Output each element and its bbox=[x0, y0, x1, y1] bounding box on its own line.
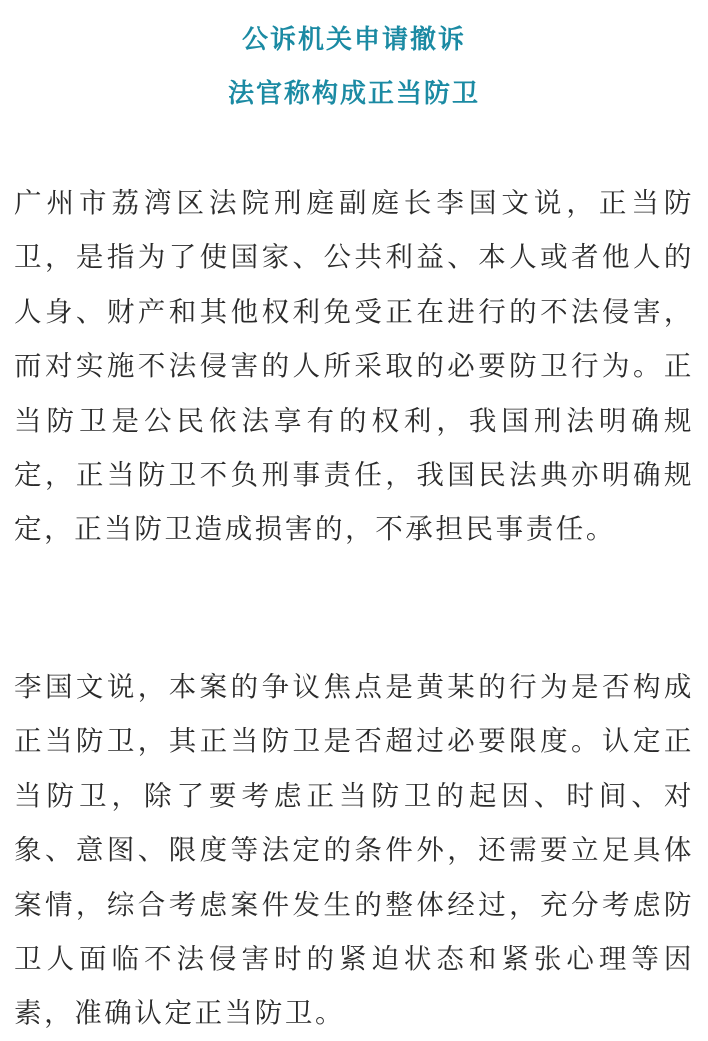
paragraph-2: 李国文说，本案的争议焦点是黄某的行为是否构成正当防卫，其正当防卫是否超过必要限度。认定正当防卫，除了要考虑正当防卫的起因、时间、对象、意图、限度等法定的条件外，还需要立足具体案情，综合考虑案件发生的整体经过，充分考虑防卫人面临不法侵害时的紧迫状态和紧张心理等因素，准确认定正当防卫。 bbox=[14, 671, 694, 1030]
article-headline bbox=[0, 0, 708, 121]
headline-line-2: 法官称构成正当防卫 bbox=[227, 79, 480, 109]
headline-line-1: 公诉机关申请撤诉 bbox=[241, 25, 466, 55]
paragraph-1: 广州市荔湾区法院刑庭副庭长李国文说，正当防卫，是指为了使国家、公共利益、本人或者他人的人身、财产和其他权利免受正在进行的不法侵害，而对实施不法侵害的人所采取的必要防卫行为。正当防卫是公民依法享有的权利，我国刑法明确规定，正当防卫不负刑事责任，我国民法典亦明确规定，正当防卫造成损害的，不承担民事责任。 bbox=[14, 187, 694, 546]
